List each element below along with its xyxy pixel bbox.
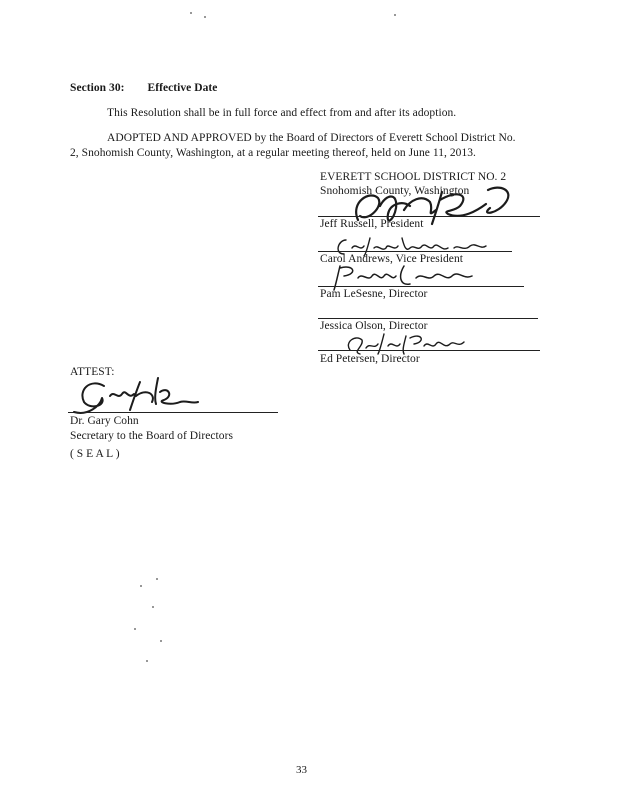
scan-speck [394,14,396,16]
scan-speck [140,585,142,587]
signatory-name: Pam LeSesne, Director [320,288,428,300]
section-heading [70,82,217,94]
signatory-name: Jeff Russell, President [320,218,424,230]
adoption-line-1: ADOPTED AND APPROVED by the Board of Directors of Everett School District No. [107,132,516,144]
signature-line [68,412,278,413]
scan-speck [152,606,154,608]
section-title: Effective Date [147,82,218,94]
adoption-line-2: 2, Snohomish County, Washington, at a regular meeting thereof, held on June 11, 2013. [70,147,476,159]
signatory-name: Carol Andrews, Vice President [320,253,463,265]
signature-line [318,318,538,319]
attest-name: Dr. Gary Cohn [70,415,139,427]
district-name: EVERETT SCHOOL DISTRICT NO. 2 [320,171,507,183]
district-county: Snohomish County, Washington [320,185,470,197]
scan-speck [156,578,158,580]
attest-label: ATTEST: [70,366,115,378]
signature-line [318,216,540,217]
scan-speck [134,628,136,630]
scan-speck [160,640,162,642]
signature-line [318,251,512,252]
scan-speck [190,12,192,14]
signature-line [318,350,540,351]
signatory-name: Jessica Olson, Director [320,320,428,332]
signatory-name: Ed Petersen, Director [320,353,420,365]
scan-speck [204,16,206,18]
section-body: This Resolution shall be in full force and effect from and after its adoption. [107,107,457,119]
seal-placeholder: ( S E A L ) [70,448,120,460]
page-number: 33 [296,764,307,776]
scan-speck [146,660,148,662]
signature-line [318,286,524,287]
section-number: Section 30: [70,82,125,94]
attest-title: Secretary to the Board of Directors [70,430,234,442]
